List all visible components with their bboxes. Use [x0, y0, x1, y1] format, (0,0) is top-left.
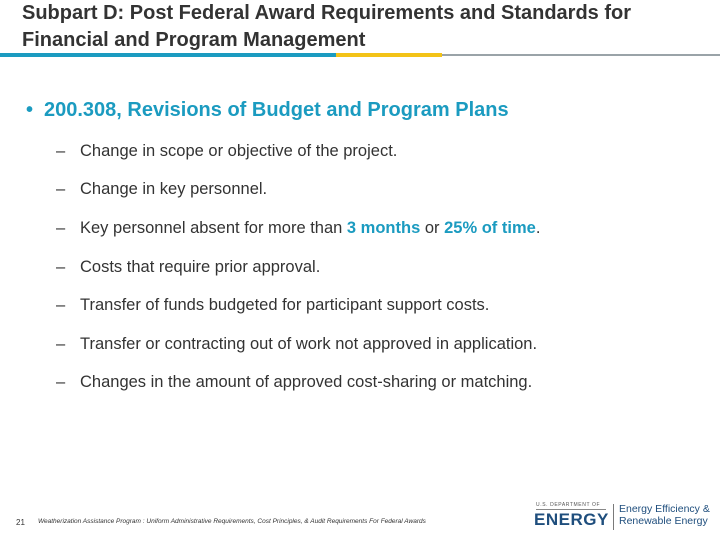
sub-item-text: Transfer of funds budgeted for participant support costs. — [80, 296, 490, 314]
logo-office — [619, 503, 710, 527]
sub-item-text: Transfer or contracting out of work not approved in application. — [80, 335, 538, 353]
dash-marker: – — [56, 296, 66, 314]
sub-item-text: Changes in the amount of approved cost-sharing or matching. — [80, 373, 533, 391]
sub-item-scope — [56, 140, 397, 162]
logo-office-line-1: Energy Efficiency & — [619, 503, 710, 515]
main-bullet-text: 200.308, Revisions of Budget and Program Plans — [44, 99, 509, 121]
sub-item-text: Change in scope or objective of the project. — [80, 142, 398, 160]
title-line-1: Subpart D: Post Federal Award Requirements and Standards for — [22, 2, 632, 24]
title-rule-blue — [0, 53, 336, 57]
dash-marker: – — [56, 258, 66, 276]
logo-office-line-2: Renewable Energy — [619, 515, 708, 527]
title-rule-grey — [442, 54, 720, 56]
dash-marker: – — [56, 219, 66, 237]
title-line-2: Financial and Program Management — [22, 29, 366, 51]
title-rule-yellow — [336, 53, 442, 57]
dash-marker: – — [56, 373, 66, 391]
footer-text: Weatherization Assistance Program : Uniform Administrative Requirements, Cost Principles, & Audit Requirements For Federal Awards — [38, 518, 426, 525]
slide-title — [22, 0, 712, 54]
logo-agency: ENERGY — [534, 510, 609, 529]
bullet-marker: • — [26, 99, 34, 121]
sub-item-cost-sharing — [56, 371, 532, 393]
dash-marker: – — [56, 142, 66, 160]
sub-item-contracting-out — [56, 333, 537, 355]
sub-item-participant-support — [56, 294, 489, 316]
sub-item-text: Change in key personnel. — [80, 180, 268, 198]
main-bullet — [26, 96, 509, 124]
sub-item-prior-approval — [56, 256, 320, 278]
sub-item-text-after: . — [535, 219, 541, 237]
page-number: 21 — [16, 518, 25, 527]
doe-eere-logo — [534, 502, 716, 532]
sub-item-key-personnel — [56, 178, 267, 200]
logo-department: U.S. DEPARTMENT OF — [536, 502, 601, 508]
sub-item-absence — [56, 217, 540, 239]
sub-item-text-before: Key personnel absent for more than — [80, 219, 347, 237]
dash-marker: – — [56, 335, 66, 353]
sub-item-text-middle: or — [420, 219, 445, 237]
highlight-months: 3 months — [346, 219, 421, 237]
highlight-percent: 25% of time — [444, 219, 536, 237]
dash-marker: – — [56, 180, 66, 198]
logo-divider — [613, 504, 614, 530]
sub-item-text: Costs that require prior approval. — [80, 258, 321, 276]
